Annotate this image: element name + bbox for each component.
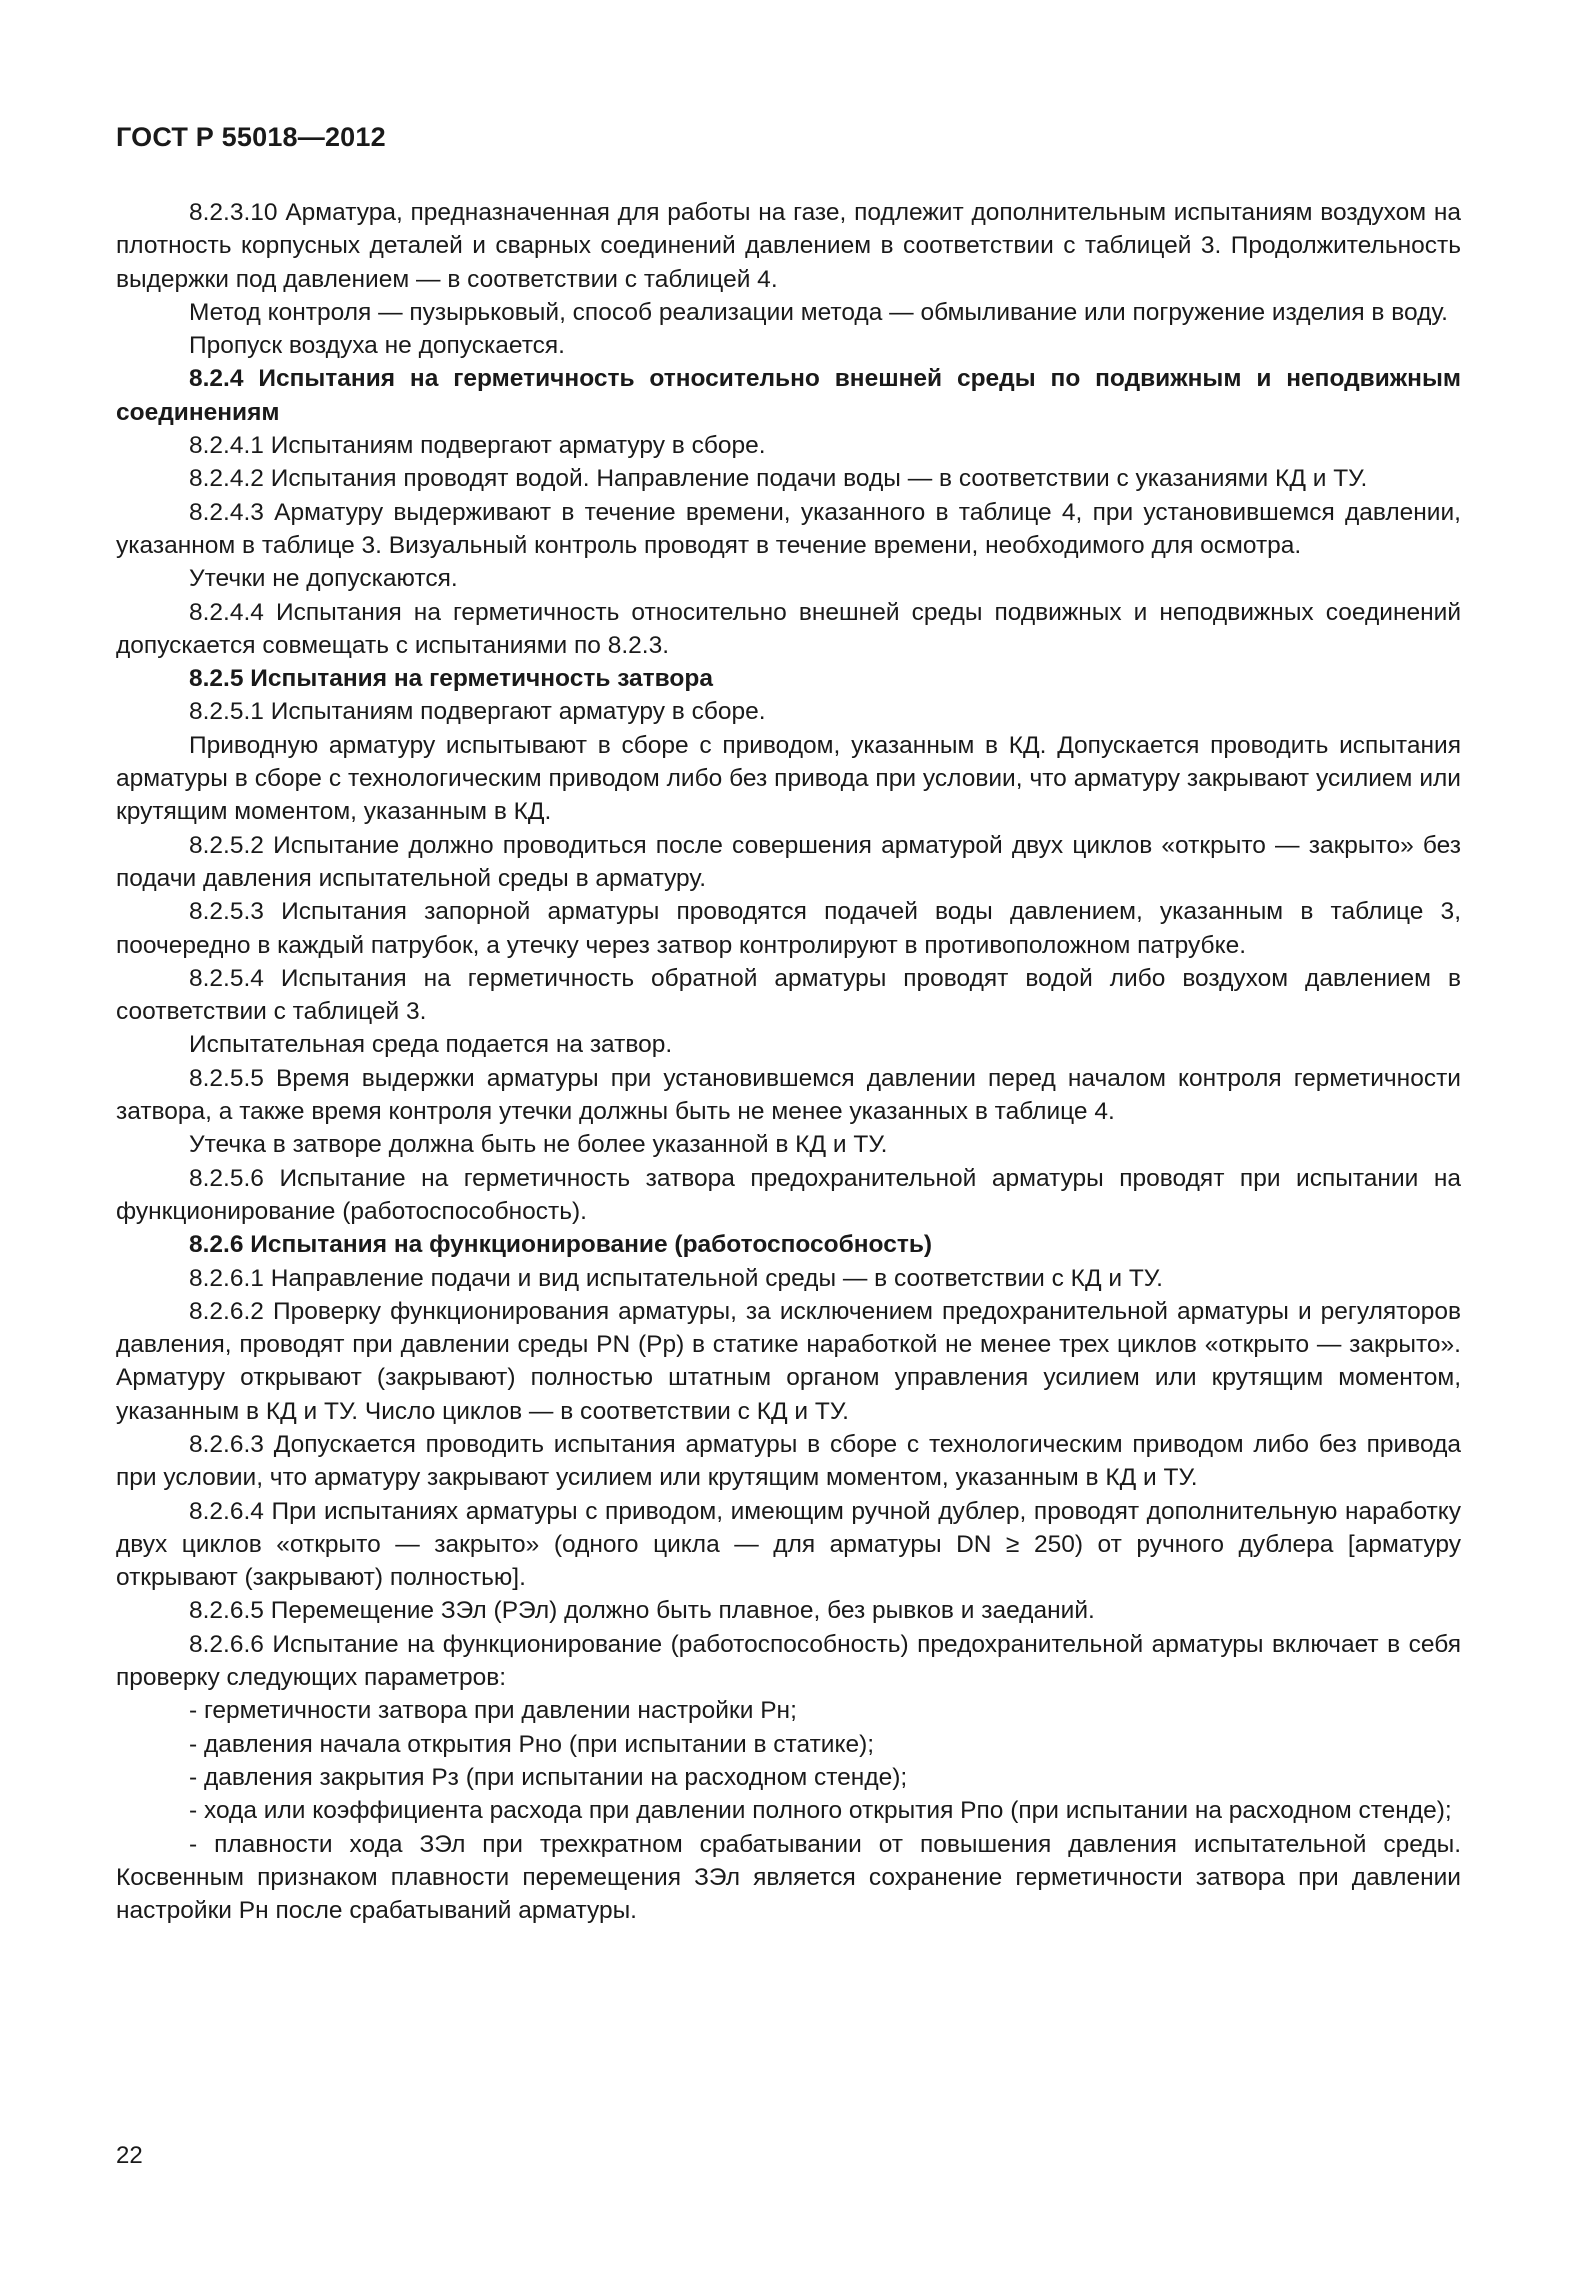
paragraph-8-2-6-6: 8.2.6.6 Испытание на функционирование (работоспособность) предохранительной арматуры включает в себя проверку следующих параметров:	[116, 1630, 1461, 1692]
paragraph-test-medium: Испытательная среда подается на затвор.	[189, 1031, 673, 1059]
section-heading-8-2-6: 8.2.6 Испытания на функционирование (работоспособность)	[189, 1231, 933, 1259]
paragraph-8-2-6-2: 8.2.6.2 Проверку функционирования арматуры, за исключением предохранительной арматуры и регуляторов давления, проводят при давлении среды PN (Pр) в статике наработкой не менее трех циклов «открыто — закрыто». Арматуру открывают (закрывают) полностью штатным органом управления усилием или крутящим моментом, указанным в КД и ТУ. Число циклов — в соответствии с КД и ТУ.	[116, 1297, 1461, 1425]
paragraph-8-2-3-10: 8.2.3.10 Арматура, предназначенная для работы на газе, подлежит дополнительным испытаниям воздухом на плотность корпусных деталей и сварных соединений давлением в соответствии с таблицей 3. Продолжительность выдержки под давлением — в соответствии с таблицей 4.	[116, 199, 1461, 293]
paragraph-8-2-5-2: 8.2.5.2 Испытание должно проводиться после совершения арматурой двух циклов «открыто — закрыто» без подачи давления испытательной среды в арматуру.	[116, 831, 1461, 892]
paragraph-8-2-4-2: 8.2.4.2 Испытания проводят водой. Направление подачи воды — в соответствии с указаниями КД и ТУ.	[189, 465, 1368, 493]
paragraph-8-2-6-5: 8.2.6.5 Перемещение ЗЭл (РЭл) должно быть плавное, без рывков и заеданий.	[189, 1597, 1095, 1625]
paragraph-8-2-5-1: 8.2.5.1 Испытаниям подвергают арматуру в сборе.	[189, 698, 766, 726]
paragraph-8-2-5-6: 8.2.5.6 Испытание на герметичность затвора предохранительной арматуры проводят при испытании на функционирование (работоспособность).	[116, 1164, 1461, 1225]
paragraph-air-leak: Пропуск воздуха не допускается.	[189, 332, 565, 360]
list-item-opening-pressure: - давления начала открытия Pно (при испытании в статике);	[189, 1730, 875, 1758]
paragraph-8-2-5-5: 8.2.5.5 Время выдержки арматуры при установившемся давлении перед началом контроля герметичности затвора, а также время контроля утечки должны быть не менее указанных в таблице 4.	[116, 1064, 1461, 1126]
paragraph-8-2-5-3: 8.2.5.3 Испытания запорной арматуры проводятся подачей воды давлением, указанным в таблице 3, поочередно в каждый патрубок, а утечку через затвор контролируют в противоположном патрубке.	[116, 898, 1461, 959]
paragraph-8-2-6-3: 8.2.6.3 Допускается проводить испытания арматуры в сборе с технологическим приводом либо без привода при условии, что арматуру закрывают усилием или крутящим моментом, указанным в КД и ТУ.	[116, 1430, 1461, 1492]
list-item-seat-tightness: - герметичности затвора при давлении настройки Pн;	[189, 1697, 797, 1725]
section-heading-8-2-4: 8.2.4 Испытания на герметичность относительно внешней среды по подвижным и неподвижным соединениям	[116, 365, 1461, 426]
paragraph-8-2-4-4: 8.2.4.4 Испытания на герметичность относительно внешней среды подвижных и неподвижных соединений допускается совмещать с испытаниями по 8.2.3.	[116, 598, 1461, 659]
paragraph-no-leaks: Утечки не допускаются.	[189, 565, 458, 593]
paragraph-leakage-limit: Утечка в затворе должна быть не более указанной в КД и ТУ.	[189, 1131, 888, 1159]
section-heading-8-2-5: 8.2.5 Испытания на герметичность затвора	[189, 665, 713, 693]
paragraph-8-2-6-1: 8.2.6.1 Направление подачи и вид испытательной среды — в соответствии с КД и ТУ.	[189, 1264, 1163, 1292]
document-header: ГОСТ Р 55018—2012	[116, 122, 386, 152]
paragraph-8-2-6-4: 8.2.6.4 При испытаниях арматуры с приводом, имеющим ручной дублер, проводят дополнительную наработку двух циклов «открыто — закрыто» (одного цикла — для арматуры DN ≥ 250) от ручного дублера [арматуру открывают (закрывают) полностью].	[116, 1497, 1461, 1592]
list-item-smoothness: - плавности хода ЗЭл при трехкратном срабатывании от повышения давления испытательной среды. Косвенным признаком плавности перемещения ЗЭл является сохранение герметичности затвора при давлении настройки Pн после срабатываний арматуры.	[116, 1830, 1461, 1925]
page-number: 22	[116, 2142, 143, 2169]
paragraph-actuated-valves: Приводную арматуру испытывают в сборе с приводом, указанным в КД. Допускается проводить испытания арматуры в сборе с технологическим приводом либо без привода при условии, что арматуру закрывают усилием или крутящим моментом, указанным в КД.	[116, 731, 1461, 826]
document-body	[116, 196, 1461, 1927]
list-item-closing-pressure: - давления закрытия Pз (при испытании на расходном стенде);	[189, 1763, 908, 1791]
list-item-stroke-flow-coefficient: - хода или коэффициента расхода при давлении полного открытия Pпо (при испытании на расходном стенде);	[189, 1797, 1452, 1825]
paragraph-8-2-4-1: 8.2.4.1 Испытаниям подвергают арматуру в сборе.	[189, 432, 766, 460]
paragraph-8-2-4-3: 8.2.4.3 Арматуру выдерживают в течение времени, указанного в таблице 4, при установившемся давлении, указанном в таблице 3. Визуальный контроль проводят в течение времени, необходимого для осмотра.	[116, 498, 1461, 559]
paragraph-control-method: Метод контроля — пузырьковый, способ реализации метода — обмыливание или погружение изделия в воду.	[189, 298, 1448, 326]
paragraph-8-2-5-4: 8.2.5.4 Испытания на герметичность обратной арматуры проводят водой либо воздухом давлением в соответствии с таблицей 3.	[116, 964, 1461, 1026]
